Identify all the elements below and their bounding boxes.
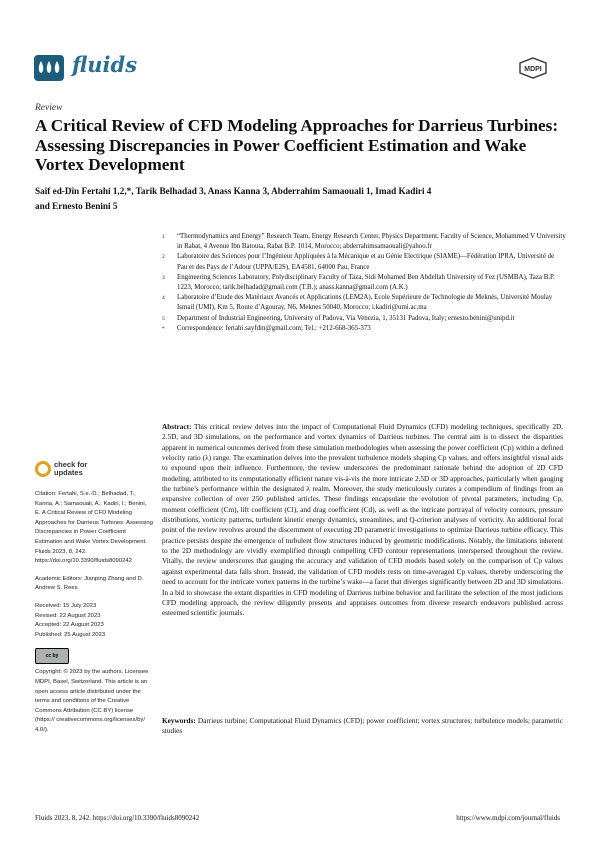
article-sidebar (35, 490, 153, 735)
article-title: A Critical Review of CFD Modeling Approaches for Darrieus Turbines: Assessing Discrepancies in Power Coefficient Estimation and Wake Vortex Development (35, 116, 559, 174)
publisher-name: MDPI (524, 66, 542, 73)
keywords (162, 716, 563, 737)
check-for-updates-button[interactable] (35, 461, 115, 485)
copyright-notice: Copyright: © 2023 by the authors. Licensee MDPI, Basel, Switzerland. This article is an open access article distributed under the terms and conditions of the Creative Commons Attribution (CC BY) license (https:// creativecommons.org/licenses/by/ 4.0/). (35, 669, 149, 733)
check-updates-line2: updates (54, 468, 83, 477)
affiliation-item: 1 “Thermodynamics and Energy” Research Team, Energy Research Center, Physics Department, Faculty of Science, Mohammed V University in Rabat, 4 Avenue Ibn Batouta, Rabat B.P. 1014, Morocco; abderrahimsamaouali@yahoo.fr (162, 233, 566, 251)
accepted-date: Accepted: 22 August 2023 (35, 622, 104, 629)
abstract-label: Abstract: (162, 423, 192, 431)
footer-journal-link[interactable]: https://www.mdpi.com/journal/fluids (456, 814, 560, 822)
affiliation-item: 3 Engineering Sciences Laboratory, Polydisciplinary Faculty of Taza, Sidi Mohamed Ben Abdellah University of Fez (USMBA), Taza B.P. 1223, Morocco; tarik.belhadad@gmail.com (T.B.); anass.kanna@gmail.com (A.K.) (162, 273, 555, 292)
affiliation-item: 2 Laboratoire des Sciences pour l’Ingénieur Appliquées à la Mécanique et au Génie Electrique (SIAME)—Fédération IPRA, Université de Pau et des Pays de l’Adour (UPPA/E2S), EA4581, 64000 Pau, France (162, 253, 555, 271)
keywords-text: Darrieus turbine; Computational Fluid Dynamics (CFD); power coefficient; vortex structures; turbulence models; parametric studies (162, 717, 564, 736)
received-date: Received: 15 July 2023 (35, 602, 97, 609)
cc-label: cc by (45, 652, 59, 659)
journal-logo-icon (34, 55, 64, 81)
check-updates-icon (35, 461, 51, 477)
article-type: Review (35, 103, 63, 113)
published-date: Published: 25 August 2023 (35, 631, 106, 638)
author-line-1: Saïf ed-Dîn Fertahi 1,2,*, Tarik Belhadad 3, Anass Kanna 3, Abderrahim Samaouali 1, Imad Kadiri 4 (35, 186, 432, 196)
author-line-2: and Ernesto Benini 5 (35, 201, 118, 211)
abstract-text: This critical review delves into the impact of Computational Fluid Dynamics (CFD) modeling techniques, specifically 2D, 2.5D, and 3D simulations, on the performance and vortex dynamics of Darrieus turbines. The central aim is to dissect the disparities apparent in numerical outcomes derived from these simulation methodologies when assessing the power coefficient (Cp) within a defined velocity ratio (λ) range. The examination delves into the prevalent turbulence models shaping Cp values, and offers insightful visual aids to expound upon their influence. Furthermore, the review underscores the predominant rationale behind the adoption of 2D CFD modeling, attributed to its computationally efficient nature vis-à-vis the more intricate 2.5D or 3D approaches, particularly when gauging the turbine’s performance within the designated λ realm. Moreover, the study meticulously curates a compendium of findings from an expansive collection of over 250 published articles. These findings encapsulate the evolution of pivotal parameters, including Cp, moment coefficient (Cm), lift coefficient (Cl), and drag coefficient (Cd), as well as the intricate portrayal of velocity contours, pressure distributions, vorticity patterns, turbulent kinetic energy dynamics, streamlines, and Q-criterion analyses of vorticity. An additional focal point of the review revolves around the discernment of executing 2D parametric investigations to optimize Darrieus turbine efficacy. This practice persists despite the emergence of turbulent flow structures induced by geometric modifications. Notably, the limitations inherent to the 2D methodology are vividly exemplified through compelling CFD contour representations interspersed throughout the review. Vitally, the review underscores that gauging the accuracy and validation of CFD models based solely on the comparison of Cp values against experimental data falls short. Instead, the validation of CFD models rests on time-averaged Cp values, thereby underscoring the need to account for the intricate vortex patterns in the turbine’s wake—a facet that diverges significantly between 2D and 3D simulations. In a bid to showcase the extant disparities in CFD modeling of Darrieus turbine behavior and facilitate the selection of the most judicious CFD modeling approach, the review diligently presents and appraises outcomes from diverse research endeavors published across esteemed scientific journals. (162, 423, 563, 618)
citation: Citation: Fertahi, S.e.-D.; Belhadad, T.; Kanna, A.; Samaouali, A.; Kadiri, I.; Benini, E. A Critical Review of CFD Modeling Approaches for Darrieus Turbines: Assessing Discrepancies in Power Coefficient Estimation and Wake Vortex Development. Fluids 2023, 8, 242. https://doi.org/10.3390/fluids8090242 (35, 491, 153, 565)
correspondence: * Correspondence: fertahi.sayfdin@gmail.com; Tel.: +212-668-365-373 (162, 324, 371, 332)
academic-editors: Academic Editors: Jianping Zhang and D. Andrew S. Rees (35, 575, 144, 592)
author-list (35, 184, 555, 214)
journal-name: fluids (72, 52, 138, 77)
affiliation-item: 5 Department of Industrial Engineering, University of Padova, Via Venezia, 1, 35131 Padova, Italy; ernesto.benini@unipd.it (162, 314, 515, 322)
check-updates-line1: check for (54, 460, 88, 469)
abstract (162, 422, 563, 619)
cc-by-license-icon[interactable] (35, 648, 69, 664)
affiliations (162, 232, 566, 334)
affiliation-item: 4 Laboratoire d’Etude des Matériaux Avancés et Applications (LEM2A), Ecole Supérieure de Technologie de Meknès, Université Moulay Ismail (UMI), Km 5, Route d’Agouray, N6, Meknes 50040, Morocco; i.kadiri@umi.ac.ma (162, 294, 553, 312)
keywords-label: Keywords: (162, 717, 196, 725)
revised-date: Revised: 22 August 2023 (35, 612, 101, 619)
dates (35, 602, 153, 640)
mdpi-logo-icon (518, 57, 548, 79)
footer-citation: Fluids 2023, 8, 242. https://doi.org/10.3390/fluids8090242 (35, 814, 200, 822)
